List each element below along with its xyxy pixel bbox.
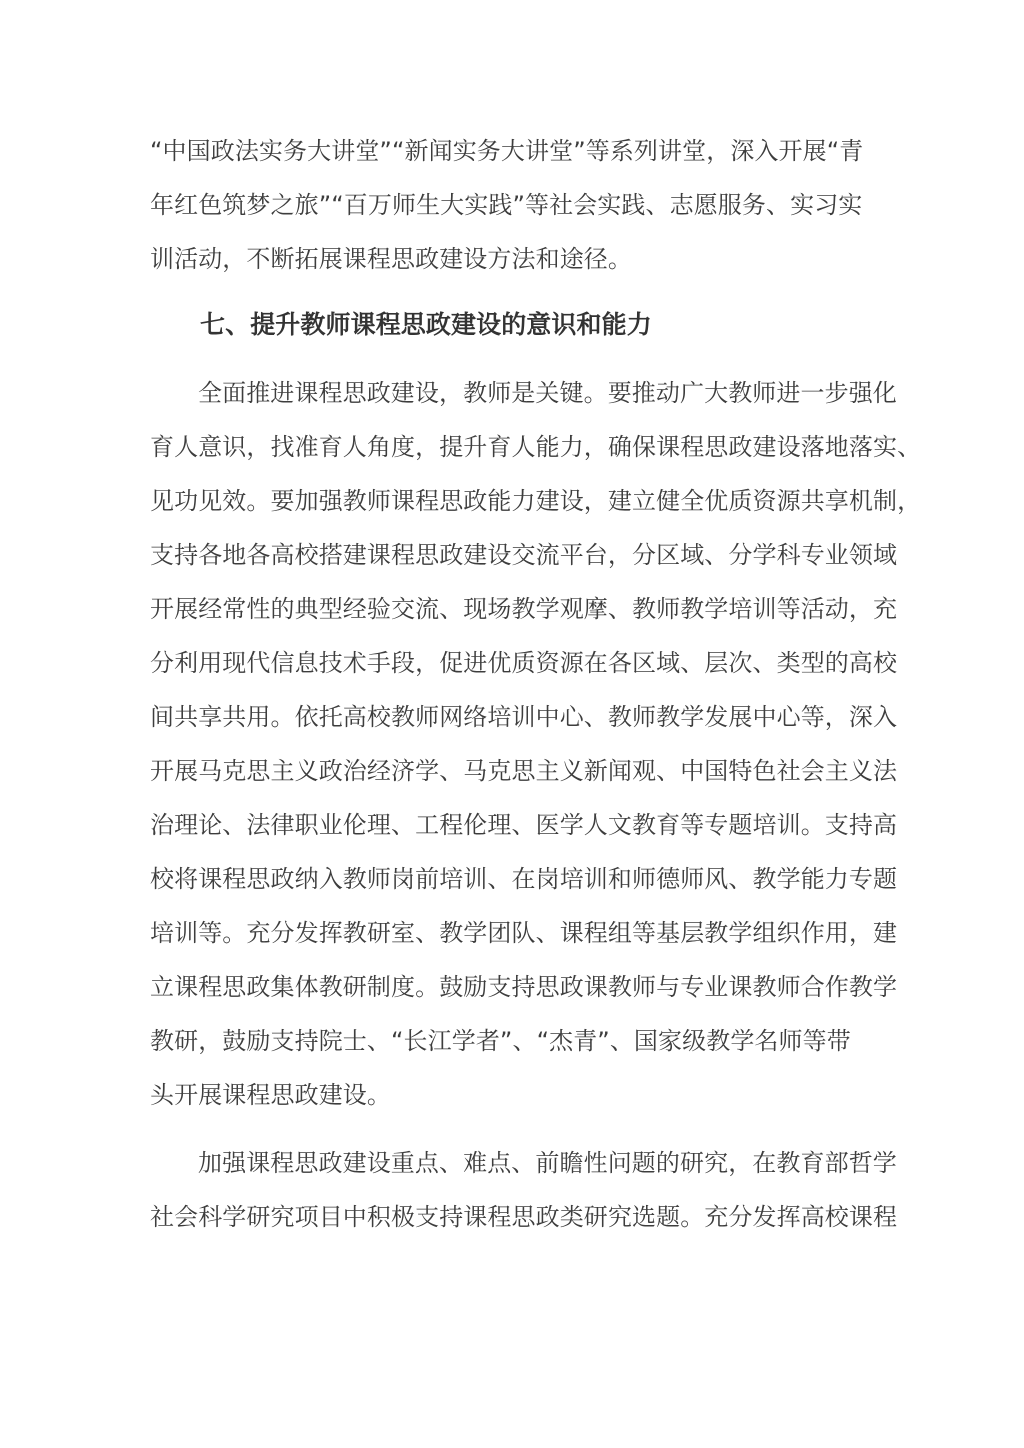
body-paragraph (150, 1136, 898, 1244)
section-heading (150, 298, 878, 352)
text-line: 训活动，不断拓展课程思政建设方法和途径。 (150, 245, 632, 273)
text-line: 加强课程思政建设重点、难点、前瞻性问题的研究，在教育部哲学 (198, 1149, 897, 1177)
text-line: 头开展课程思政建设。 (150, 1081, 391, 1109)
text-line: 校将课程思政纳入教师岗前培训、在岗培训和师德师风、教学能力专题 (150, 865, 898, 893)
text-line: 治理论、法律职业伦理、工程伦理、医学人文教育等专题培训。支持高 (150, 811, 898, 839)
text-line: 教研，鼓励支持院士、“长江学者”、“杰青”、国家级教学名师等带 (150, 1027, 851, 1055)
text-line: 育人意识，找准育人角度，提升育人能力，确保课程思政建设落地落实、 (150, 433, 922, 461)
text-line: 间共享共用。依托高校教师网络培训中心、教师教学发展中心等，深入 (150, 703, 898, 731)
text-line: 分利用现代信息技术手段，促进优质资源在各区域、层次、类型的高校 (150, 649, 898, 677)
text-line: 立课程思政集体教研制度。鼓励支持思政课教师与专业课教师合作教学 (150, 973, 898, 1001)
text-line: 培训等。充分发挥教研室、教学团队、课程组等基层教学组织作用，建 (150, 919, 898, 947)
body-paragraph (150, 124, 878, 286)
body-paragraph (150, 366, 922, 1122)
heading-line: 七、提升教师课程思政建设的意识和能力 (200, 310, 652, 339)
text-line: 支持各地各高校搭建课程思政建设交流平台，分区域、分学科专业领域 (150, 541, 898, 569)
text-line: “中国政法实务大讲堂”“新闻实务大讲堂”等系列讲堂，深入开展“青 (150, 137, 864, 165)
text-line: 开展马克思主义政治经济学、马克思主义新闻观、中国特色社会主义法 (150, 757, 898, 785)
text-line: 年红色筑梦之旅”“百万师生大实践”等社会实践、志愿服务、实习实 (150, 191, 863, 219)
text-line: 见功见效。要加强教师课程思政能力建设，建立健全优质资源共享机制， (150, 487, 922, 515)
text-line: 全面推进课程思政建设，教师是关键。要推动广大教师进一步强化 (198, 379, 897, 407)
text-line: 社会科学研究项目中积极支持课程思政类研究选题。充分发挥高校课程 (150, 1203, 898, 1231)
text-line: 开展经常性的典型经验交流、现场教学观摩、教师教学培训等活动，充 (150, 595, 898, 623)
